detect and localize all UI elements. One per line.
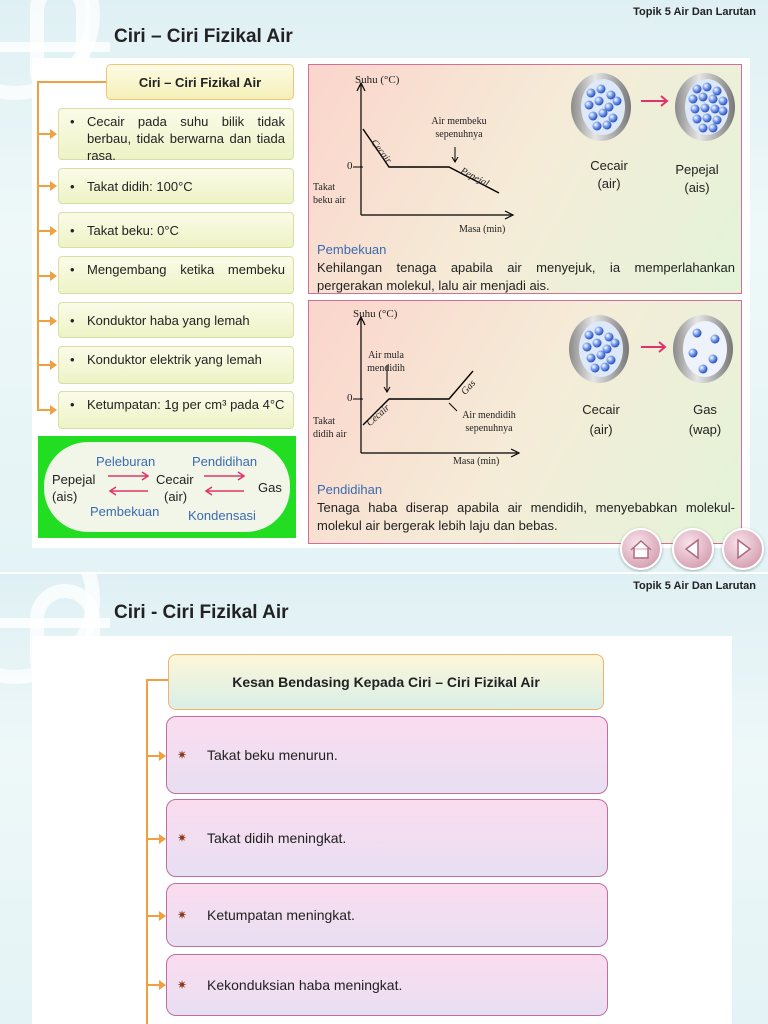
tree-spine <box>146 680 148 1024</box>
effects-heading: Kesan Bendasing Kepada Ciri – Ciri Fizikal Air <box>168 654 604 710</box>
liquid-container <box>569 315 629 383</box>
solid-container <box>675 73 735 141</box>
arrow-left-icon <box>674 530 712 568</box>
effect-text: Takat beku menurun. <box>207 747 338 763</box>
boiling-panel <box>308 300 742 544</box>
tree-branch <box>37 230 51 232</box>
tree-branch <box>37 409 51 411</box>
tree-branch <box>37 364 51 366</box>
boiling-x-axis: Masa (min) <box>453 456 500 467</box>
boiling-text: Tenaga haba diserap apabila air mendidih, menyebabkan molekul-molekul air bergerak lebih laju dan bebas. <box>317 500 735 533</box>
freezing-heading: Pembekuan <box>317 242 387 257</box>
freezing-seg-cecair: Cecair <box>368 137 394 166</box>
state-pepejal: Pepejal <box>52 472 96 487</box>
property-item: • Cecair pada suhu bilik tidak berbau, tidak berwarna dan tiada rasa. <box>58 108 294 160</box>
arrow-icon <box>159 911 166 921</box>
tree-branch <box>37 275 51 277</box>
boiling-seg-cecair: Cecair <box>364 402 393 429</box>
boiling-heading: Pendidihan <box>317 482 383 497</box>
freezing-x-axis: Masa (min) <box>459 224 506 235</box>
label-pembekuan: Pembekuan <box>90 504 160 519</box>
effect-item <box>166 883 608 947</box>
freezing-state-to: Pepejal <box>675 162 719 177</box>
cycle-arrows <box>44 442 290 532</box>
effect-item <box>166 716 608 794</box>
label-pendidihan: Pendidihan <box>192 454 258 469</box>
topic-label: Topik 5 Air Dan Larutan <box>633 6 756 18</box>
decorative-bar <box>0 42 110 52</box>
arrow-right-icon <box>724 530 762 568</box>
tree-branch <box>37 133 51 135</box>
boiling-point-label: Takat didih air <box>313 416 347 440</box>
arrow-icon <box>50 360 57 370</box>
topic-label: Topik 5 Air Dan Larutan <box>633 580 756 592</box>
tree-branch <box>146 838 160 840</box>
state-cecair-sub: (air) <box>164 489 188 504</box>
tree-branch <box>146 984 160 986</box>
page-title: Ciri – Ciri Fizikal Air <box>114 26 293 47</box>
freezing-point-label: Takat beku air <box>313 182 346 206</box>
effect-item <box>166 799 608 877</box>
liquid-container <box>571 73 631 141</box>
arrow-icon <box>50 226 57 236</box>
freezing-panel <box>308 64 742 294</box>
next-button[interactable] <box>722 528 764 570</box>
arrow-icon <box>50 405 57 415</box>
property-item: • Mengembang ketika membeku <box>58 256 294 294</box>
home-icon <box>622 530 660 568</box>
boiling-zero: 0 <box>347 392 353 404</box>
state-cycle-diagram <box>44 442 290 532</box>
gas-container <box>673 315 733 383</box>
state-gas: Gas <box>258 480 282 495</box>
star-bullet-icon: ✷ <box>177 978 188 992</box>
tree-branch <box>146 755 160 757</box>
effect-text: Ketumpatan meningkat. <box>207 907 355 923</box>
freezing-annotation: Air membeku sepenuhnya <box>431 116 487 140</box>
property-item: • Takat beku: 0°C <box>58 212 294 248</box>
label-kondensasi: Kondensasi <box>188 508 256 523</box>
freezing-y-axis: Suhu (°C) <box>355 74 400 86</box>
property-item: • Konduktor haba yang lemah <box>58 302 294 338</box>
freezing-text: Kehilangan tenaga apabila air menyejuk, ia memperlahankan pergerakan molekul, lalu air menjadi ais. <box>317 260 735 293</box>
arrow-icon <box>50 316 57 326</box>
property-item: • Konduktor elektrik yang lemah <box>58 346 294 384</box>
freezing-graph <box>309 65 569 245</box>
tree-branch <box>37 185 51 187</box>
arrow-icon <box>50 271 57 281</box>
boiling-seg-gas: Gas <box>459 377 479 398</box>
arrow-icon <box>159 834 166 844</box>
boiling-state-to: Gas <box>693 402 717 417</box>
tree-branch <box>146 915 160 917</box>
state-pepejal-sub: (ais) <box>52 489 78 504</box>
tree-branch <box>146 679 168 681</box>
boiling-state-to-sub: (wap) <box>688 422 722 437</box>
freezing-molecules <box>567 71 743 155</box>
properties-heading: Ciri – Ciri Fizikal Air <box>106 64 294 100</box>
freezing-state-from: Cecair <box>590 158 628 173</box>
freezing-zero: 0 <box>347 160 353 172</box>
previous-button[interactable] <box>672 528 714 570</box>
arrow-icon <box>159 980 166 990</box>
boiling-graph <box>309 301 569 471</box>
effect-item <box>166 954 608 1016</box>
tree-branch <box>37 320 51 322</box>
label-peleburan: Peleburan <box>96 454 156 469</box>
arrow-icon <box>50 181 57 191</box>
boiling-y-axis: Suhu (°C) <box>353 308 398 320</box>
freezing-state-to-sub: (ais) <box>684 180 710 195</box>
boiling-molecules <box>565 313 741 397</box>
boiling-annotation-top: Air mula mendidih <box>367 350 405 374</box>
tree-spine <box>37 82 39 410</box>
property-item: • Ketumpatan: 1g per cm³ pada 4°C <box>58 391 294 429</box>
effect-text: Takat didih meningkat. <box>207 830 347 846</box>
star-bullet-icon: ✷ <box>177 748 188 762</box>
boiling-state-from-sub: (air) <box>589 422 613 437</box>
page-title: Ciri - Ciri Fizikal Air <box>114 602 289 623</box>
freezing-state-from-sub: (air) <box>597 176 621 191</box>
home-button[interactable] <box>620 528 662 570</box>
boiling-state-from: Cecair <box>582 402 620 417</box>
slide-2 <box>0 574 768 1024</box>
decorative-bar <box>0 618 110 628</box>
arrow-icon <box>50 129 57 139</box>
star-bullet-icon: ✷ <box>177 831 188 845</box>
state-cecair: Cecair <box>156 472 194 487</box>
star-bullet-icon: ✷ <box>177 908 188 922</box>
state-cycle-box <box>38 436 296 538</box>
boiling-annotation-bottom: Air mendidih sepenuhnya <box>462 410 516 434</box>
freezing-seg-pepejal: Pepejal <box>458 165 491 190</box>
property-item: • Takat didih: 100°C <box>58 168 294 204</box>
effect-text: Kekonduksian haba meningkat. <box>207 977 403 993</box>
arrow-icon <box>159 751 166 761</box>
tree-branch <box>37 81 106 83</box>
